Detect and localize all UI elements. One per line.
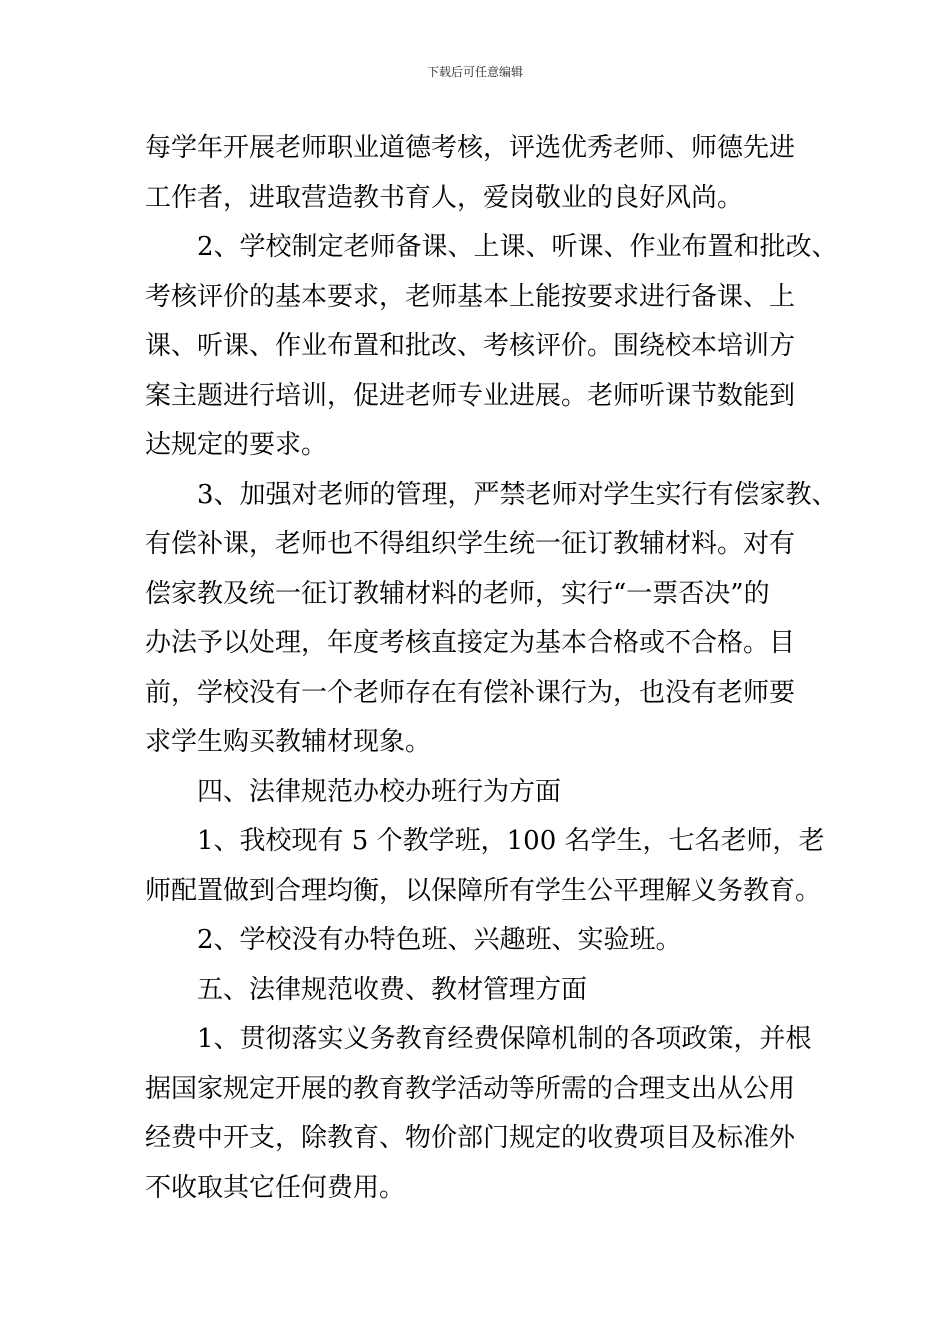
text-line: 有偿补课，老师也不得组织学生统一征订教辅材料。对有 [145, 529, 796, 559]
text-line: 师配置做到合理均衡，以保障所有学生公平理解义务教育。 [145, 875, 822, 906]
text-line: 据国家规定开展的教育教学活动等所需的合理支出从公用 [145, 1073, 796, 1104]
text-line: 工作者，进取营造教书育人，爱岗敬业的良好风尚。 [145, 182, 744, 213]
text-line: 求学生购买教辅材现象。 [145, 727, 432, 757]
text-line: 偿家教及统一征订教辅材料的老师，实行“一票否决”的 [145, 578, 770, 609]
text-line: 经费中开支，除教育、物价部门规定的收费项目及标准外 [145, 1123, 796, 1153]
section-heading: 四、法律规范办校办班行为方面 [197, 776, 562, 807]
text-line: 3、加强对老师的管理，严禁老师对学生实行有偿家教、 [197, 479, 838, 510]
text-line: 2、学校没有办特色班、兴趣班、实验班。 [197, 925, 682, 955]
text-line: 2、学校制定老师备课、上课、听课、作业布置和批改、 [197, 232, 838, 262]
document-body [145, 124, 838, 1213]
text-line: 达规定的要求。 [145, 430, 328, 460]
section-heading: 五、法律规范收费、教材管理方面 [197, 974, 588, 1005]
text-line: 每学年开展老师职业道德考核，评选优秀老师、师德先进 [145, 133, 796, 163]
text-line: 1、我校现有 5 个教学班，100 名学生，七名老师，老 [197, 826, 825, 856]
text-line: 考核评价的基本要求，老师基本上能按要求进行备课、上 [145, 281, 796, 312]
text-line: 课、听课、作业布置和批改、考核评价。围绕校本培训方 [145, 331, 796, 361]
text-line: 案主题进行培训，促进老师专业进展。老师听课节数能到 [145, 380, 796, 411]
text-line: 不收取其它任何费用。 [145, 1172, 406, 1203]
page-header: 下载后可任意编辑 [426, 65, 523, 79]
text-line: 办法予以处理，年度考核直接定为基本合格或不合格。目 [145, 628, 796, 658]
text-line: 前，学校没有一个老师存在有偿补课行为，也没有老师要 [145, 677, 796, 708]
text-line: 1、贯彻落实义务教育经费保障机制的各项政策，并根 [197, 1024, 812, 1054]
